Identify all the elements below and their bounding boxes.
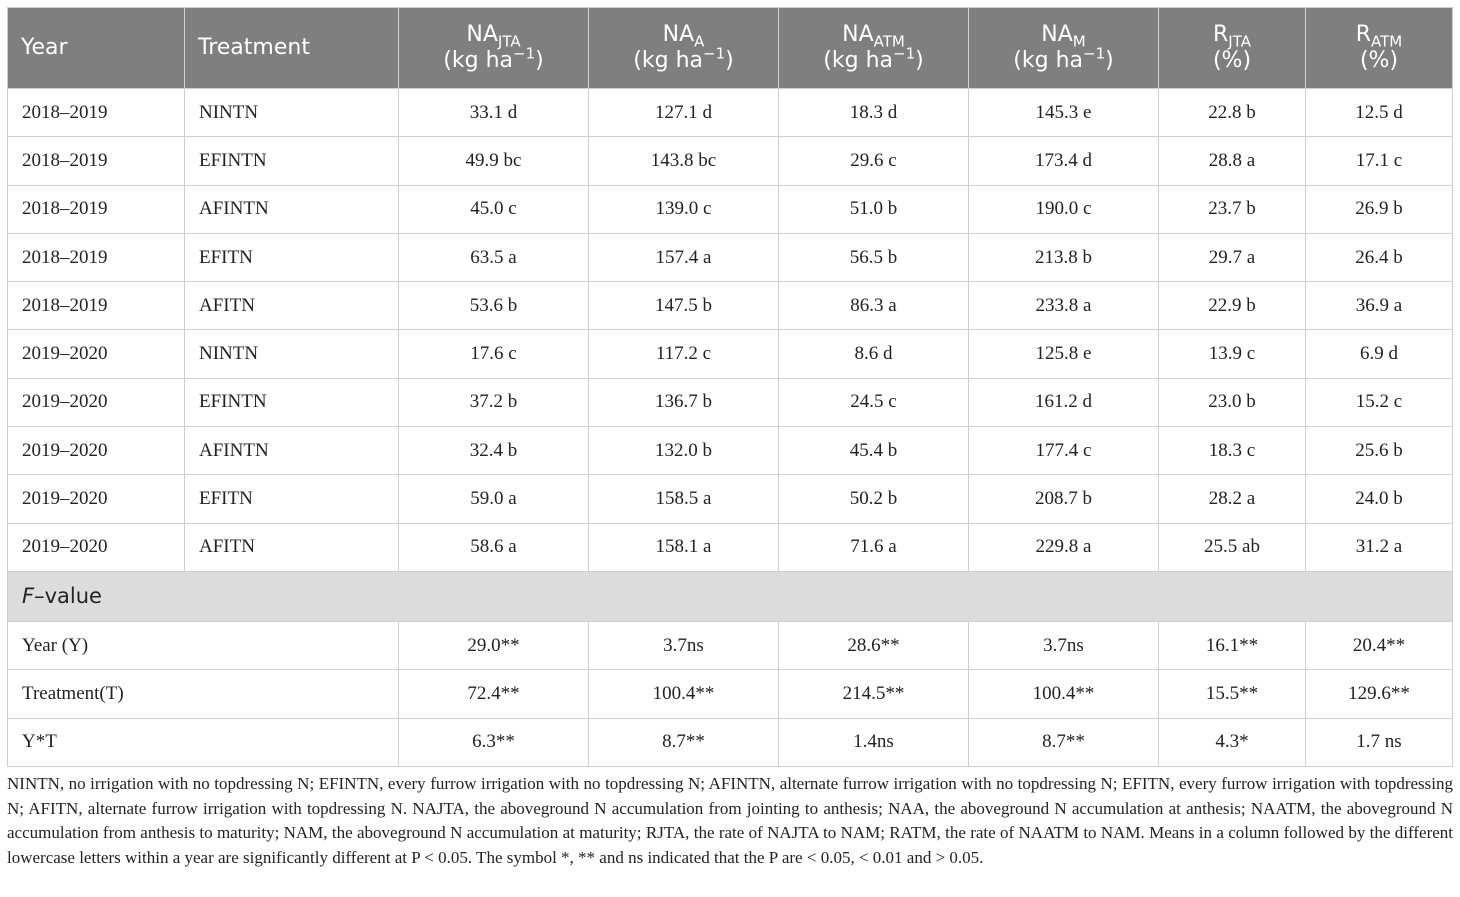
value-cell: 8.6 d [779, 330, 969, 378]
year-cell: 2018–2019 [8, 137, 185, 185]
value-cell: 51.0 b [779, 185, 969, 233]
value-cell: 208.7 b [969, 475, 1159, 523]
f-value-label: Treatment(T) [8, 670, 399, 718]
header-na-a: $NA_A$ (kg $ha^{-1}$) [589, 8, 779, 89]
value-cell: 12.5 d [1306, 89, 1453, 137]
results-table [7, 7, 1453, 767]
treatment-cell: EFITN [185, 475, 399, 523]
value-cell: 28.6** [779, 621, 969, 669]
value-cell: 16.1** [1159, 621, 1306, 669]
value-cell: 13.9 c [1159, 330, 1306, 378]
value-cell: 29.7 a [1159, 233, 1306, 281]
value-cell: 6.9 d [1306, 330, 1453, 378]
table-row [8, 185, 1453, 233]
treatment-cell: NINTN [185, 330, 399, 378]
value-cell: 117.2 c [589, 330, 779, 378]
year-cell: 2019–2020 [8, 523, 185, 571]
value-cell: 4.3* [1159, 718, 1306, 766]
table-row [8, 475, 1453, 523]
header-year: Year [8, 8, 185, 89]
table-row [8, 523, 1453, 571]
value-cell: 15.2 c [1306, 378, 1453, 426]
value-cell: 1.7 ns [1306, 718, 1453, 766]
value-cell: 32.4 b [399, 427, 589, 475]
header-r-atm: $R_{ATM}$ (%) [1306, 8, 1453, 89]
value-cell: 86.3 a [779, 282, 969, 330]
value-cell: 29.0** [399, 621, 589, 669]
table-row [8, 378, 1453, 426]
value-cell: 28.2 a [1159, 475, 1306, 523]
value-cell: 177.4 c [969, 427, 1159, 475]
header-row [8, 8, 1453, 89]
header-r-jta: $R_{JTA}$ (%) [1159, 8, 1306, 89]
value-cell: 59.0 a [399, 475, 589, 523]
value-cell: 58.6 a [399, 523, 589, 571]
value-cell: 25.5 ab [1159, 523, 1306, 571]
year-cell: 2019–2020 [8, 330, 185, 378]
year-cell: 2019–2020 [8, 378, 185, 426]
value-cell: 125.8 e [969, 330, 1159, 378]
header-na-atm: $NA_{ATM}$ (kg $ha^{-1}$) [779, 8, 969, 89]
value-cell: 100.4** [969, 670, 1159, 718]
value-cell: 190.0 c [969, 185, 1159, 233]
table-row [8, 233, 1453, 281]
value-cell: 3.7ns [589, 621, 779, 669]
value-cell: 15.5** [1159, 670, 1306, 718]
f-value-row [8, 718, 1453, 766]
value-cell: 72.4** [399, 670, 589, 718]
f-value-label: Year (Y) [8, 621, 399, 669]
value-cell: 33.1 d [399, 89, 589, 137]
value-cell: 173.4 d [969, 137, 1159, 185]
value-cell: 8.7** [969, 718, 1159, 766]
value-cell: 50.2 b [779, 475, 969, 523]
value-cell: 18.3 c [1159, 427, 1306, 475]
value-cell: 29.6 c [779, 137, 969, 185]
value-cell: 6.3** [399, 718, 589, 766]
table-footnote: NINTN, no irrigation with no topdressing N; EFINTN, every furrow irrigation with no topdressing N; AFINTN, alternate furrow irrigation with no topdressing N; EFITN, every furrow irrigation with topdressing N; AFITN, alternate furrow irrigation with topdressing N. NAJTA, the aboveground N accumulation from jointing to anthesis; NAA, the aboveground N accumulation at anthesis; NAATM, the aboveground N accumulation from anthesis to maturity; NAM, the aboveground N accumulation at maturity; RJTA, the rate of NAJTA to NAM; RATM, the rate of NAATM to NAM. Means in a column followed by the different lowercase letters within a year are significantly different at P < 0.05. The symbol *, ** and ns indicated that the P are < 0.05, < 0.01 and > 0.05. [7, 774, 1453, 867]
header-na-m: $NA_M$ (kg $ha^{-1}$) [969, 8, 1159, 89]
year-cell: 2018–2019 [8, 233, 185, 281]
value-cell: 24.0 b [1306, 475, 1453, 523]
value-cell: 45.4 b [779, 427, 969, 475]
value-cell: 145.3 e [969, 89, 1159, 137]
value-cell: 23.7 b [1159, 185, 1306, 233]
table-row [8, 282, 1453, 330]
value-cell: 139.0 c [589, 185, 779, 233]
treatment-cell: EFITN [185, 233, 399, 281]
value-cell: 56.5 b [779, 233, 969, 281]
table-row [8, 427, 1453, 475]
treatment-cell: NINTN [185, 89, 399, 137]
year-cell: 2018–2019 [8, 89, 185, 137]
value-cell: 20.4** [1306, 621, 1453, 669]
value-cell: 22.8 b [1159, 89, 1306, 137]
value-cell: 26.9 b [1306, 185, 1453, 233]
value-cell: 24.5 c [779, 378, 969, 426]
value-cell: 22.9 b [1159, 282, 1306, 330]
value-cell: 147.5 b [589, 282, 779, 330]
year-cell: 2019–2020 [8, 475, 185, 523]
table-row [8, 89, 1453, 137]
value-cell: 8.7** [589, 718, 779, 766]
value-cell: 233.8 a [969, 282, 1159, 330]
value-cell: 214.5** [779, 670, 969, 718]
table-row [8, 330, 1453, 378]
value-cell: 18.3 d [779, 89, 969, 137]
treatment-cell: EFINTN [185, 378, 399, 426]
value-cell: 25.6 b [1306, 427, 1453, 475]
value-cell: 136.7 b [589, 378, 779, 426]
value-cell: 161.2 d [969, 378, 1159, 426]
value-cell: 213.8 b [969, 233, 1159, 281]
value-cell: 229.8 a [969, 523, 1159, 571]
value-cell: 36.9 a [1306, 282, 1453, 330]
header-treatment: Treatment [185, 8, 399, 89]
treatment-cell: AFITN [185, 282, 399, 330]
value-cell: 23.0 b [1159, 378, 1306, 426]
table-row [8, 137, 1453, 185]
treatment-cell: AFINTN [185, 427, 399, 475]
year-cell: 2018–2019 [8, 282, 185, 330]
value-cell: 1.4ns [779, 718, 969, 766]
value-cell: 127.1 d [589, 89, 779, 137]
value-cell: 49.9 bc [399, 137, 589, 185]
value-cell: 157.4 a [589, 233, 779, 281]
value-cell: 53.6 b [399, 282, 589, 330]
value-cell: 17.6 c [399, 330, 589, 378]
f-value-row [8, 621, 1453, 669]
f-value-label: Y*T [8, 718, 399, 766]
value-cell: 28.8 a [1159, 137, 1306, 185]
year-cell: 2019–2020 [8, 427, 185, 475]
value-cell: 132.0 b [589, 427, 779, 475]
treatment-cell: EFINTN [185, 137, 399, 185]
value-cell: 158.5 a [589, 475, 779, 523]
value-cell: 63.5 a [399, 233, 589, 281]
header-na-jta: $NA_{JTA}$ (kg $ha^{-1}$) [399, 8, 589, 89]
f-value-row [8, 670, 1453, 718]
value-cell: 26.4 b [1306, 233, 1453, 281]
value-cell: 37.2 b [399, 378, 589, 426]
value-cell: 129.6** [1306, 670, 1453, 718]
value-cell: 3.7ns [969, 621, 1159, 669]
value-cell: 100.4** [589, 670, 779, 718]
value-cell: 143.8 bc [589, 137, 779, 185]
value-cell: 45.0 c [399, 185, 589, 233]
treatment-cell: AFITN [185, 523, 399, 571]
f-value-heading: F–value [8, 571, 1453, 621]
year-cell: 2018–2019 [8, 185, 185, 233]
value-cell: 71.6 a [779, 523, 969, 571]
value-cell: 31.2 a [1306, 523, 1453, 571]
value-cell: 17.1 c [1306, 137, 1453, 185]
value-cell: 158.1 a [589, 523, 779, 571]
f-value-section-row [8, 571, 1453, 621]
treatment-cell: AFINTN [185, 185, 399, 233]
